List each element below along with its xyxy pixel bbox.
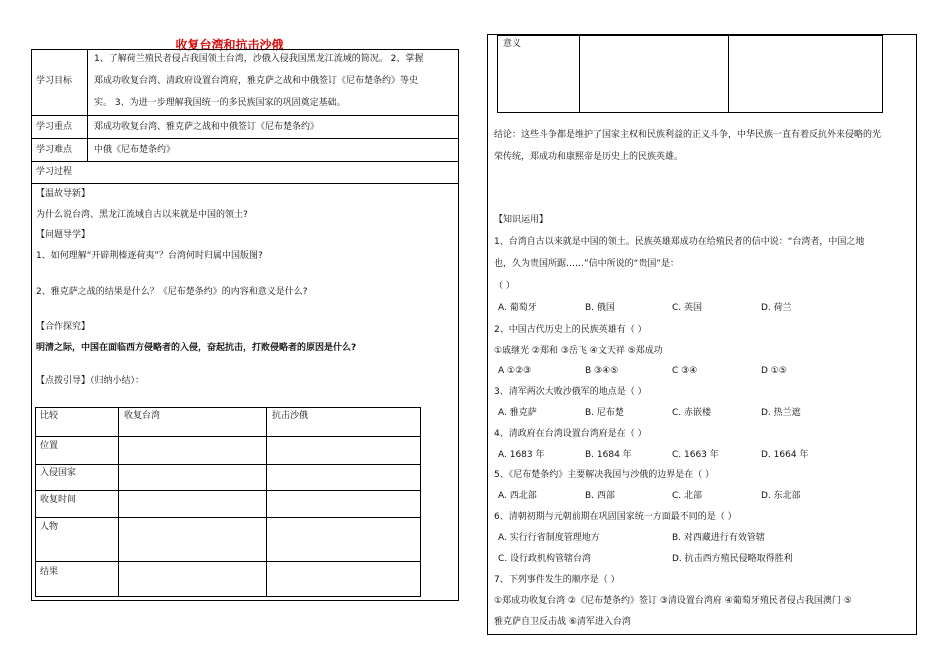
question-7-line: 雅克萨自卫反击战 ⑥清军进入台湾 [494, 617, 631, 627]
meaning-col-divider [728, 35, 729, 113]
option: A. 西北部 [498, 491, 537, 501]
question-5: 5、《尼布楚条约》主要解决我国与沙俄的边界是在（ ） [494, 470, 715, 480]
option: C ③④ [672, 366, 698, 376]
option: A. 雅克萨 [498, 408, 537, 418]
option: A. 实行行省制度管理地方 [498, 533, 600, 543]
conclusion-line: 结论：这些斗争都是维护了国家主权和民族利益的正义斗争，中华民族一直有着反抗外来侵略的光 [494, 130, 882, 140]
coop-question: 明清之际，中国在面临西方侵略者的入侵，奋起抗击，打败侵略者的原因是什么? [36, 343, 357, 353]
conclusion-line: 荣传统，郑成功和康熙帝是历史上的民族英雄。 [494, 152, 684, 162]
problem-header: 【问题导学】 [36, 230, 91, 240]
problem-question-1: 1、如何理解“开辟荆榛逐荷夷”？台湾何时归属中国版图? [36, 251, 263, 261]
meaning-label: 意义 [503, 39, 522, 49]
table-row-line [35, 464, 421, 465]
option: C. 设行政机构管辖台湾 [498, 554, 592, 564]
option: D. 1664 年 [761, 450, 809, 460]
option: A. 葡萄牙 [498, 303, 537, 313]
question-1-line: 也，久为贵国所踞……”信中所说的“贵国”是： [494, 259, 679, 269]
option: C. 赤嵌楼 [672, 408, 712, 418]
option: A ①②③ [498, 366, 532, 376]
review-header: 【温故导新】 [36, 189, 91, 199]
option: B ③④⑤ [585, 366, 619, 376]
meaning-table [497, 35, 883, 113]
difficulty-label: 学习难点 [36, 145, 73, 155]
goal-label: 学习目标 [36, 76, 73, 86]
meaning-col-divider [579, 35, 580, 113]
question-1-line: 1、台湾自古以来就是中国的领土。民族英雄郑成功在给殖民者的信中说：“台湾者，中国之地 [494, 237, 865, 247]
question-2-items: ①戚继光 ②郑和 ③岳飞 ④文天祥 ⑤郑成功 [494, 346, 663, 356]
table-row-label: 入侵国家 [40, 468, 77, 478]
goal-text-line: 1、了解荷兰殖民者侵占我国领土台湾，沙俄入侵我国黑龙江流域的简况。 2、掌握 [94, 54, 424, 64]
table-row-label: 收复时间 [40, 495, 77, 505]
process-label: 学习过程 [36, 167, 73, 177]
option: D. 东北部 [761, 491, 801, 501]
question-7: 7、下列事件发生的顺序是（ ） [494, 575, 620, 585]
table-row-line [35, 436, 421, 437]
option: C. 1663 年 [672, 450, 719, 460]
info-grid-line [31, 183, 459, 184]
option: C. 英国 [672, 303, 703, 313]
review-question: 为什么说台湾、黑龙江流域自古以来就是中国的领土? [36, 210, 248, 220]
option: B. 1684 年 [585, 450, 632, 460]
info-grid-divider [87, 49, 88, 161]
question-4: 4、清政府在台湾设置台湾府是在（ ） [494, 429, 647, 439]
goal-text-line: 郑成功收复台湾、清政府设置台湾府，雅克萨之战和中俄签订《尼布楚条约》等史 [94, 76, 419, 86]
option: C. 北部 [672, 491, 703, 501]
question-6: 6、清朝初期与元朝前期在巩固国家统一方面最不同的是（ ） [494, 512, 737, 522]
info-grid-line [31, 115, 459, 116]
question-2: 2、中国古代历史上的民族英雄有（ ） [494, 325, 647, 335]
option: B. 尼布楚 [585, 408, 624, 418]
table-row-line [35, 517, 421, 518]
page-title: 收复台湾和抗击沙俄 [175, 38, 284, 52]
question-7-line: ①郑成功收复台湾 ②《尼布楚条约》签订 ③清设置台湾府 ④葡萄牙殖民者侵占我国澳门 ⑤ [494, 596, 852, 606]
key-value: 郑成功收复台湾、雅克萨之战和中俄签订《尼布楚条约》 [94, 122, 320, 132]
question-3: 3、清军两次大败沙俄军的地点是（ ） [494, 387, 647, 397]
coop-header: 【合作探究】 [36, 322, 91, 332]
option: B. 对西藏进行有效管辖 [672, 533, 765, 543]
problem-question-2: 2、雅克萨之战的结果是什么？《尼布楚条约》的内容和意义是什么? [36, 287, 308, 297]
table-header-cell: 比较 [40, 411, 59, 421]
table-row-line [35, 561, 421, 562]
option: B. 西部 [585, 491, 615, 501]
key-label: 学习重点 [36, 122, 73, 132]
guide-header: 【点拨引导】（归纳小结）： [36, 376, 145, 386]
apply-header: 【知识运用】 [494, 215, 549, 225]
info-grid-line [31, 161, 459, 162]
option: B. 俄国 [585, 303, 615, 313]
table-row-line [35, 490, 421, 491]
option: D. 荷兰 [761, 303, 792, 313]
difficulty-value: 中俄《尼布楚条约》 [94, 145, 176, 155]
table-header-cell: 抗击沙俄 [272, 411, 309, 421]
table-row-label: 位置 [40, 441, 59, 451]
question-1-blank: （ ） [494, 281, 515, 291]
option: D ①⑤ [761, 366, 787, 376]
option: D. 抗击西方殖民侵略取得胜利 [672, 554, 793, 564]
table-row-label: 人物 [40, 522, 59, 532]
goal-text-line: 实。 3、为进一步理解我国统一的多民族国家的巩固奠定基础。 [94, 98, 346, 108]
option: D. 热兰遮 [761, 408, 801, 418]
table-row-label: 结果 [40, 567, 59, 577]
table-header-cell: 收复台湾 [124, 411, 161, 421]
option: A. 1683 年 [498, 450, 545, 460]
info-grid-line [31, 138, 459, 139]
